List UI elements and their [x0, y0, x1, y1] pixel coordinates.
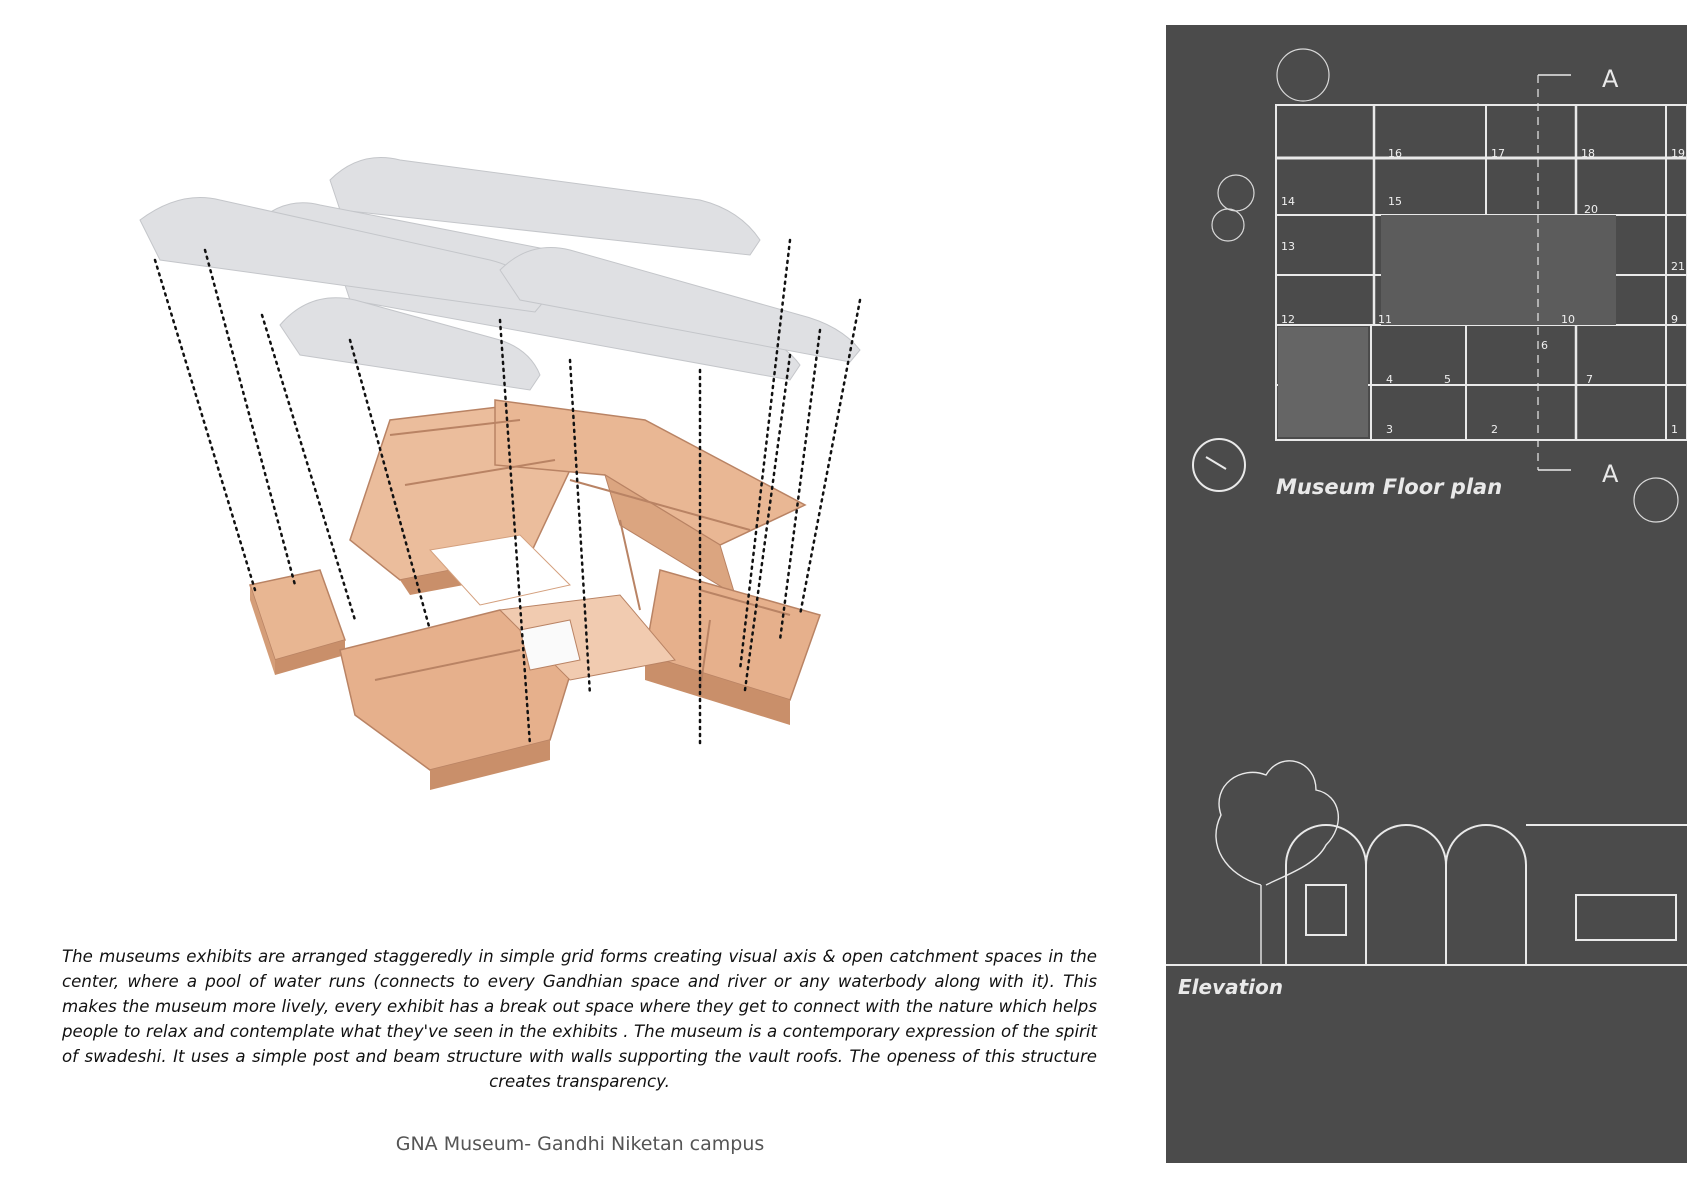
room-number: 1: [1671, 423, 1678, 436]
room-number: 15: [1388, 195, 1402, 208]
section-marker-bottom: A: [1602, 460, 1619, 488]
room-number: 18: [1581, 147, 1595, 160]
room-number: 16: [1388, 147, 1402, 160]
vault-roofs: [140, 158, 860, 391]
room-number: 6: [1541, 339, 1548, 352]
room-number: 5: [1444, 373, 1451, 386]
north-arrow-icon: [1193, 439, 1245, 491]
elevation-label: Elevation: [1178, 975, 1284, 999]
room-number: 10: [1561, 313, 1575, 326]
room-number: 2: [1491, 423, 1498, 436]
elevation-drawing: [1166, 761, 1687, 965]
room-number: 7: [1586, 373, 1593, 386]
project-description: The museums exhibits are arranged staggeredly in simple grid forms creating visual axis & open catchment spaces in the center, where a pool of water runs (connects to every Gandhian space and river or any waterbody along with it). This makes the museum more lively, every exhibit has a break out space where they get to connect with the nature which helps people to relax and contemplate what they've seen in the exhibits . The museum is a contemporary expression of the spirit of swadeshi. It uses a simple post and beam structure with walls supporting the vault roofs. The openess of this structure creates transparency.: [62, 947, 1097, 1091]
room-number: 17: [1491, 147, 1505, 160]
room-number: 3: [1386, 423, 1393, 436]
room-number: 19: [1671, 147, 1685, 160]
floor-plan: [1276, 75, 1687, 470]
floor-plan-label: Museum Floor plan: [1276, 475, 1503, 499]
section-marker-top: A: [1602, 65, 1619, 93]
timber-base-model: [250, 400, 820, 790]
footer-caption: GNA Museum- Gandhi Niketan campus: [395, 1133, 765, 1155]
room-number: 21: [1671, 260, 1685, 273]
room-number: 14: [1281, 195, 1295, 208]
exploded-axonometric-drawing: [100, 140, 960, 790]
room-number: 13: [1281, 240, 1295, 253]
drawings-panel: [1166, 25, 1687, 1163]
room-number: 9: [1671, 313, 1678, 326]
room-number: 11: [1378, 313, 1392, 326]
room-number: 12: [1281, 313, 1295, 326]
room-number: 4: [1386, 373, 1393, 386]
room-number: 20: [1584, 203, 1598, 216]
